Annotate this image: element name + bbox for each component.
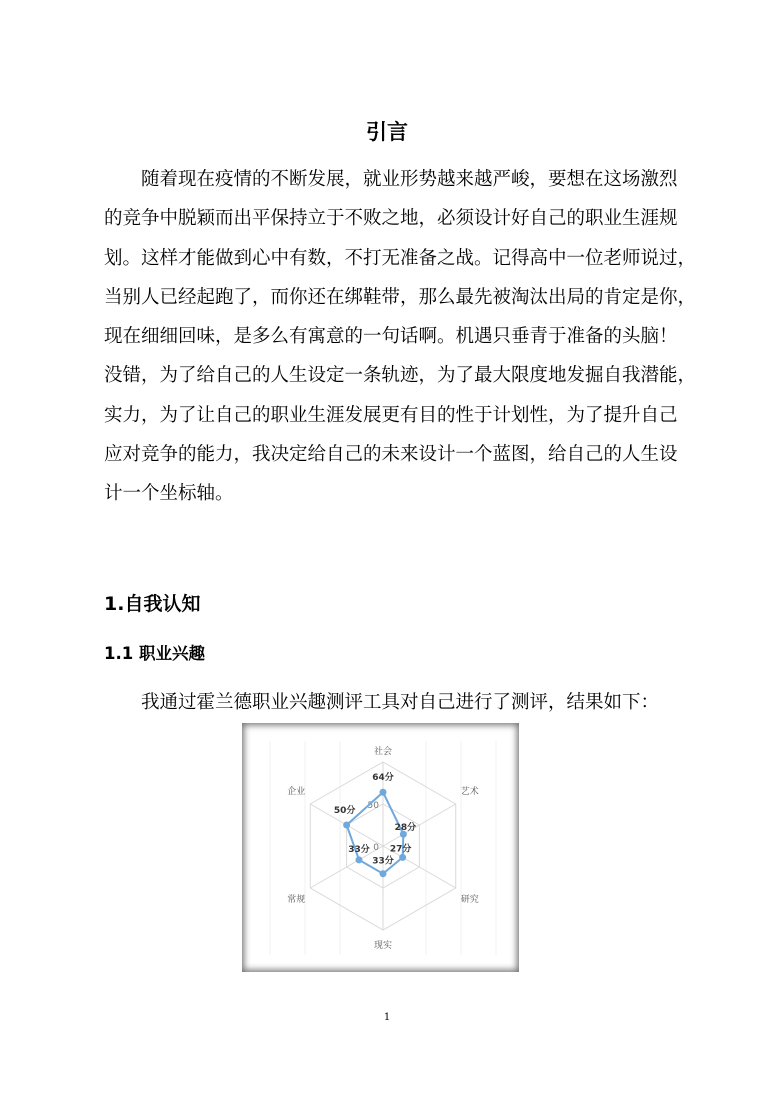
radar-value-label: 50分 xyxy=(333,806,356,816)
section-heading: 1.自我认知 xyxy=(104,593,201,615)
intro-line: 的竞争中脱颖而出平保持立于不败之地，必须设计好自己的职业生涯规 xyxy=(104,208,678,230)
radar-value-label: 28分 xyxy=(394,823,417,834)
radar-tick-label: 50 xyxy=(367,801,379,811)
radar-chart xyxy=(242,723,519,972)
intro-paragraph xyxy=(104,160,697,514)
intro-line: 计一个坐标轴。 xyxy=(104,483,234,505)
radar-category-label: 研究 xyxy=(460,895,479,905)
intro-line: 实力，为了让自己的职业生涯发展更有目的性于计划性，为了提升自己 xyxy=(104,404,678,426)
page-number: 1 xyxy=(383,1012,391,1023)
radar-value-label: 33分 xyxy=(372,856,394,867)
radar-category-label: 社会 xyxy=(373,747,393,757)
radar-tick-label: 0 xyxy=(373,843,379,853)
intro-line: 随着现在疫情的不断发展，就业形势越来越严峻，要想在这场激烈 xyxy=(141,169,678,190)
radar-category-label: 现实 xyxy=(373,941,393,951)
radar-value-label: 64分 xyxy=(372,773,394,784)
radar-value-label: 33分 xyxy=(348,844,370,855)
intro-line: 划。这样才能做到心中有数，不打无准备之战。记得高中一位老师说过， xyxy=(104,247,697,269)
radar-data-point xyxy=(380,870,387,877)
radar-category-label: 常规 xyxy=(287,895,306,905)
radar-data-point xyxy=(399,854,406,861)
radar-value-label: 27分 xyxy=(389,844,412,855)
radar-data-point xyxy=(343,822,350,829)
intro-line: 没错，为了给自己的人生设定一条轨迹，为了最大限度地发掘自我潜能， xyxy=(104,365,697,387)
page-title: 引言 xyxy=(366,120,408,144)
radar-category-label: 艺术 xyxy=(460,787,479,797)
radar-data-point xyxy=(355,856,362,863)
subsection-heading: 1.1 职业兴趣 xyxy=(104,644,205,663)
radar-data-point xyxy=(380,789,387,796)
intro-line: 当别人已经起跑了，而你还在绑鞋带，那么最先被淘汰出局的肯定是你， xyxy=(104,286,697,308)
subsection-paragraph: 我通过霍兰德职业兴趣测评工具对自己进行了测评，结果如下： xyxy=(141,692,660,713)
intro-line: 应对竞争的能力，我决定给自己的未来设计一个蓝图，给自己的人生设 xyxy=(104,444,678,466)
radar-chart-figure xyxy=(242,723,519,972)
intro-line: 现在细细回味，是多么有寓意的一句话啊。机遇只垂青于准备的头脑！ xyxy=(104,326,678,348)
radar-category-label: 企业 xyxy=(287,787,306,797)
